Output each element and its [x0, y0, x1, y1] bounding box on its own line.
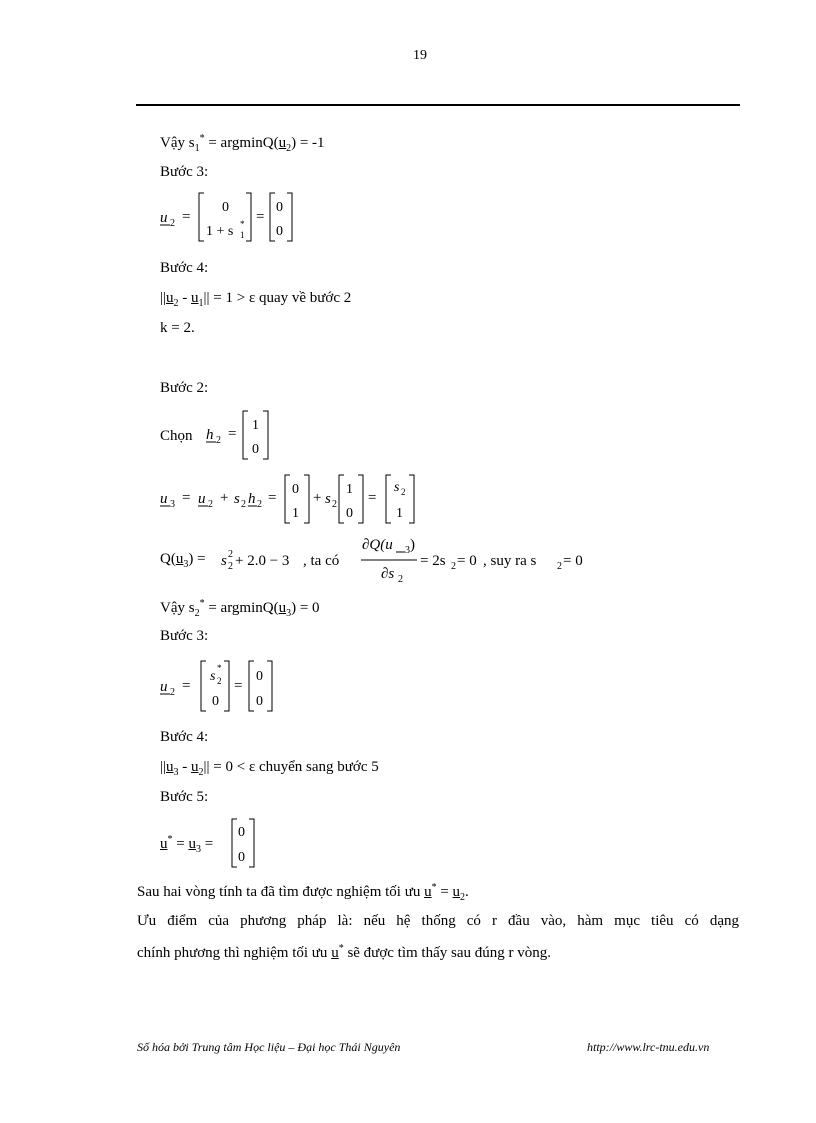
svg-text:3: 3 [170, 499, 175, 510]
svg-text:1: 1 [396, 506, 403, 521]
svg-text:0: 0 [212, 694, 219, 709]
equation-u2-first [158, 190, 318, 246]
svg-text:2: 2 [241, 499, 246, 510]
svg-text:2: 2 [228, 549, 233, 560]
header-rule [136, 104, 740, 106]
svg-text:+: + [220, 490, 229, 506]
svg-text:3: 3 [405, 545, 410, 556]
page-number: 19 [413, 48, 427, 63]
svg-text:2: 2 [257, 499, 262, 510]
step-heading: Bước 4: [160, 260, 209, 276]
svg-text:0: 0 [276, 200, 283, 215]
svg-text:s: s [210, 669, 216, 684]
svg-text:= 2s: = 2s [420, 553, 446, 569]
svg-text:=: = [182, 678, 191, 694]
ustar-prefix: $u^* = u_3$ = [160, 834, 214, 855]
svg-text:u: u [198, 491, 206, 507]
svg-text:0: 0 [238, 850, 245, 865]
svg-text:=: = [256, 209, 265, 225]
step-heading: Bước 4: [160, 729, 209, 745]
svg-text:2: 2 [170, 218, 175, 229]
svg-text:h: h [248, 491, 256, 507]
svg-text:0: 0 [256, 694, 263, 709]
svg-text:s: s [325, 491, 331, 507]
norm-line-second: $||u_3 - u_2|| = 0 < \varepsilon$ chuyển sang bước 5 [160, 759, 379, 778]
equation-h2 [204, 408, 284, 462]
svg-text:2: 2 [216, 435, 221, 446]
svg-text:0: 0 [256, 669, 263, 684]
svg-text:2: 2 [557, 561, 562, 572]
svg-text:2: 2 [451, 561, 456, 572]
q-line-equation [221, 536, 591, 588]
step-heading: Bước 3: [160, 628, 209, 644]
svg-text:u: u [160, 679, 168, 695]
svg-text:=: = [268, 490, 277, 506]
svg-text:, ta có: , ta có [303, 553, 340, 569]
svg-text:1 + s: 1 + s [206, 224, 234, 239]
svg-text:∂s: ∂s [381, 566, 395, 582]
iteration-counter: k = 2. [160, 320, 195, 336]
svg-text:=: = [182, 490, 191, 506]
svg-text:0: 0 [252, 442, 259, 457]
footer-source: Số hóa bởi Trung tâm Học liệu – Đại học Thái Nguyên [137, 1040, 401, 1054]
conclusion-text: Sau hai vòng tính ta đã tìm được nghiệm tối ưu $u^* = u_2$. [137, 882, 469, 903]
equation-u3 [158, 472, 438, 526]
svg-text:=: = [228, 426, 237, 442]
svg-text:2: 2 [208, 499, 213, 510]
footer-url[interactable]: http://www.lrc-tnu.edu.vn [587, 1040, 710, 1054]
svg-text:=: = [182, 209, 191, 225]
svg-text:+: + [313, 490, 322, 506]
svg-text:+ 2.0 − 3: + 2.0 − 3 [235, 553, 290, 569]
svg-text:): ) [410, 537, 415, 553]
chon-label: Chọn [160, 428, 193, 444]
svg-text:*: * [217, 663, 222, 673]
q-line-prefix: $Q(u_3)$ = [160, 551, 206, 570]
advantage-paragraph-line1: Ưu điểm của phương pháp là: nếu hệ thống có r đầu vào, hàm mục tiêu có dạng [137, 913, 739, 929]
svg-text:*: * [240, 219, 245, 229]
result-line-s2: Vậy $s_2^* = argminQ(u_3) = 0$ [160, 598, 320, 619]
svg-text:0: 0 [222, 200, 229, 215]
svg-text:= 0: = 0 [563, 553, 583, 569]
svg-text:h: h [206, 427, 214, 443]
svg-text:2: 2 [170, 687, 175, 698]
svg-text:, suy ra s: , suy ra s [483, 553, 537, 569]
norm-line-first: $||u_2 - u_1|| = 1 > \varepsilon$ quay về bước 2 [160, 290, 352, 309]
svg-text:1: 1 [252, 418, 259, 433]
svg-text:2: 2 [332, 499, 337, 510]
svg-text:u: u [160, 210, 168, 226]
svg-text:0: 0 [276, 224, 283, 239]
step-heading: Bước 3: [160, 164, 209, 180]
svg-text:=: = [234, 678, 243, 694]
svg-text:0: 0 [346, 506, 353, 521]
svg-text:1: 1 [346, 482, 353, 497]
svg-text:∂Q(u: ∂Q(u [362, 537, 393, 553]
result-line-s1: Vậy $s_1^* = argminQ(u_2) = -1$ [160, 133, 325, 154]
svg-text:s: s [221, 553, 227, 569]
svg-text:1: 1 [292, 506, 299, 521]
svg-text:2: 2 [228, 561, 233, 572]
equation-u2-second [158, 658, 298, 714]
svg-text:2: 2 [401, 487, 406, 497]
svg-text:0: 0 [238, 825, 245, 840]
svg-text:s: s [234, 491, 240, 507]
svg-text:0: 0 [292, 482, 299, 497]
step-heading: Bước 5: [160, 789, 209, 805]
equation-ustar-matrix [228, 816, 268, 870]
svg-text:= 0: = 0 [457, 553, 477, 569]
svg-text:u: u [160, 491, 168, 507]
svg-text:s: s [394, 480, 400, 495]
step-heading: Bước 2: [160, 380, 209, 396]
svg-text:1: 1 [240, 230, 245, 240]
svg-text:2: 2 [398, 574, 403, 585]
svg-text:=: = [368, 490, 377, 506]
svg-text:2: 2 [217, 676, 222, 686]
advantage-paragraph-line2: chính phương thì nghiệm tối ưu u* sẽ được tìm thấy sau đúng r vòng. [137, 943, 551, 961]
